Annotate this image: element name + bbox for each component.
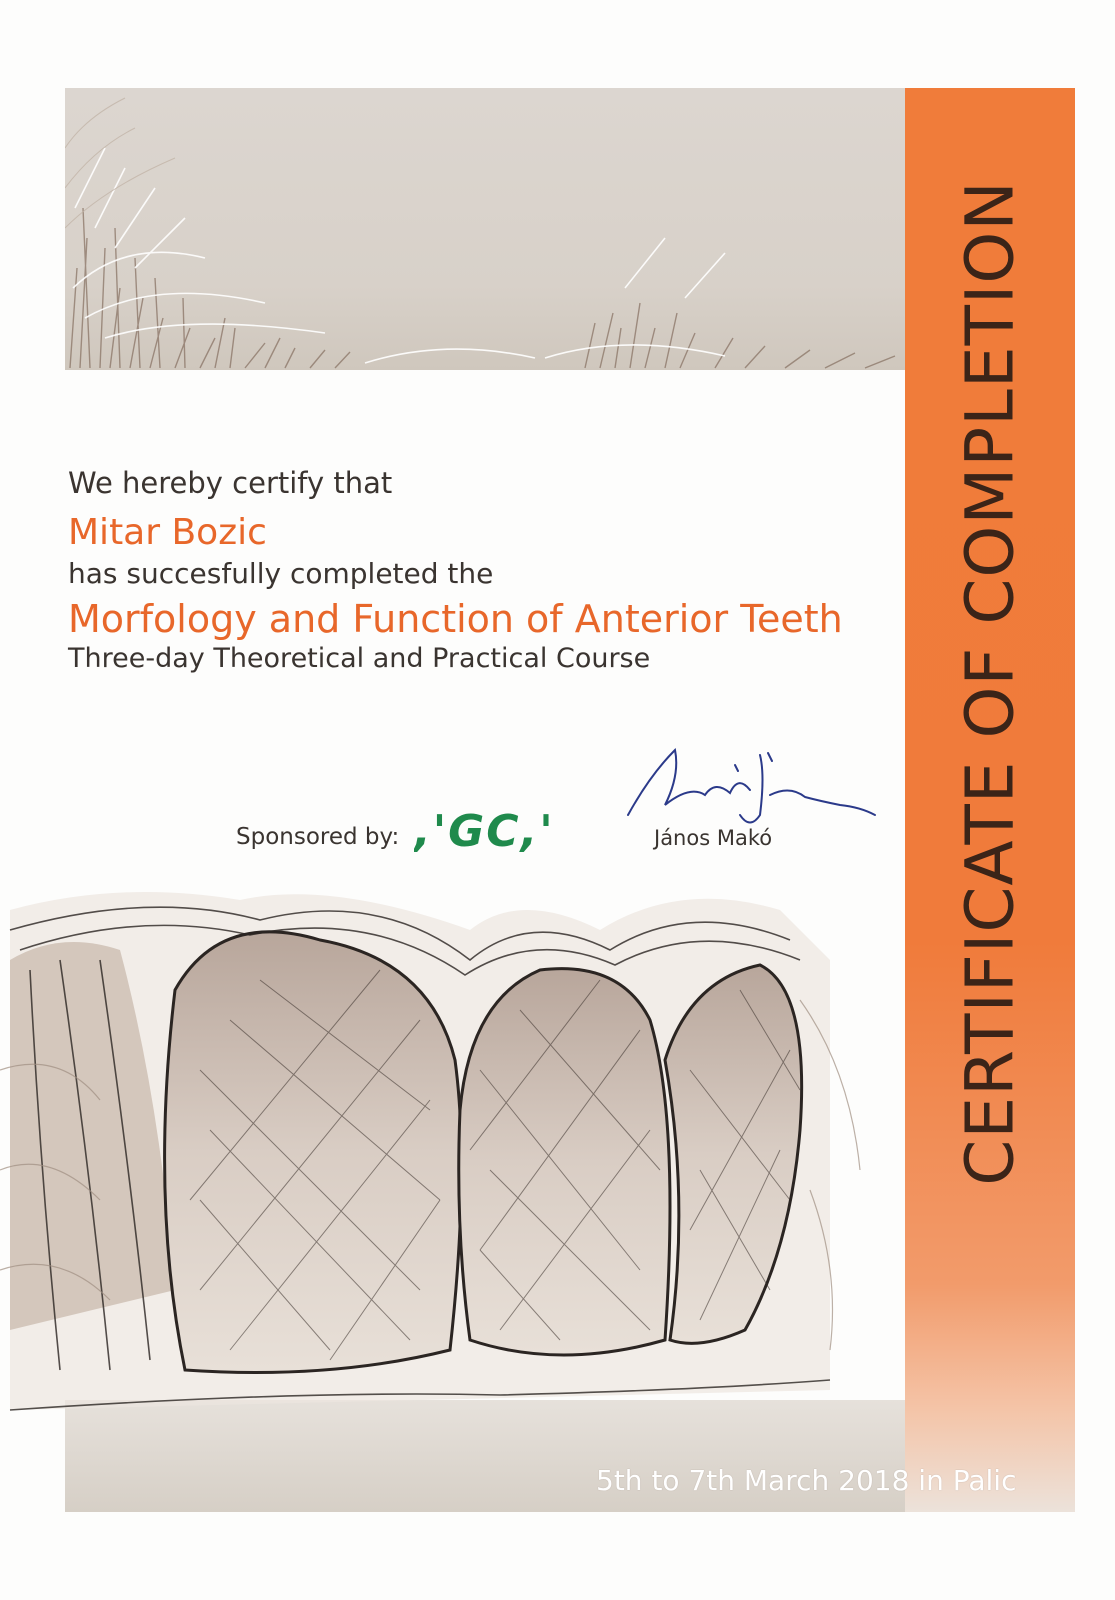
teeth-sketch-illustration	[0, 870, 905, 1430]
certify-line: We hereby certify that	[68, 466, 393, 500]
sponsor-label: Sponsored by:	[236, 824, 400, 850]
recipient-name: Mitar Bozic	[68, 512, 267, 553]
completed-line: has succesfully completed the	[68, 557, 494, 590]
svg-text:,'GC,': ,'GC,'	[414, 806, 555, 857]
vertical-title-container	[905, 88, 1075, 1278]
date-location: 5th to 7th March 2018 in Palic	[596, 1464, 1017, 1497]
grass-sketch-decoration	[65, 88, 905, 370]
course-title: Morfology and Function of Anterior Teeth	[68, 597, 843, 641]
gc-logo	[414, 800, 604, 860]
signature-image	[620, 735, 890, 835]
certificate-title: CERTIFICATE OF COMPLETION	[951, 180, 1029, 1186]
course-subtitle: Three-day Theoretical and Practical Course	[68, 643, 651, 674]
signer-name: János Makó	[654, 826, 773, 850]
